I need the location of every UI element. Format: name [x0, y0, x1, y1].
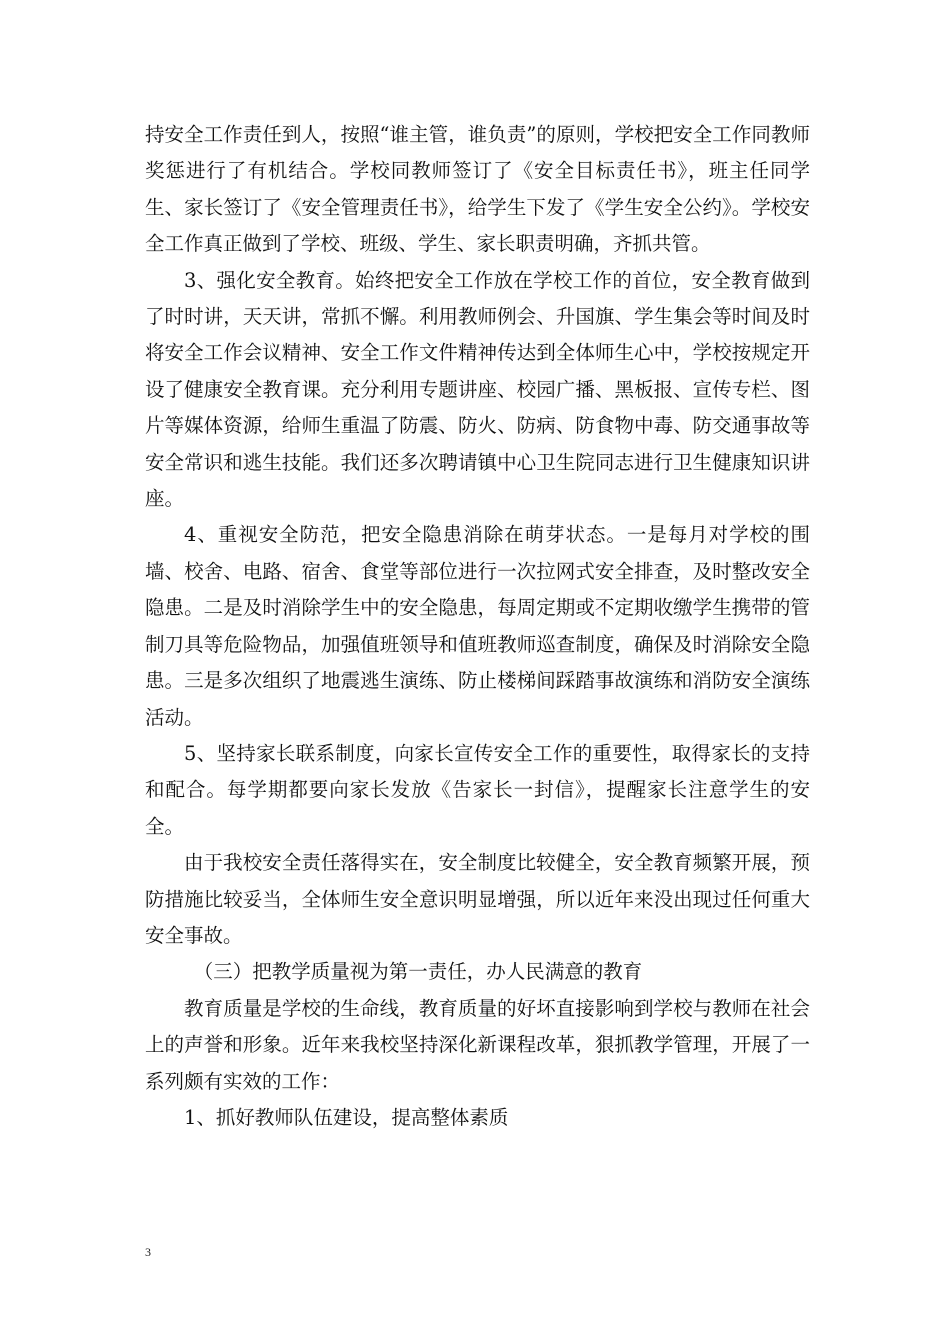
paragraph-safety-summary: 由于我校安全责任落得实在，安全制度比较健全，安全教育频繁开展，预防措施比较妥当，全体师生安全意识明显增强，所以近年来没出现过任何重大安全事故。 — [145, 851, 810, 947]
paragraph-item-3-safety-education: 3、强化安全教育。始终把安全工作放在学校工作的首位，安全教育做到了时时讲，天天讲，常抓不懈。利用教师例会、升国旗、学生集会等时间及时将安全工作会议精神、安全工作文件精神传达到全体师生心中，学校按规定开设了健康安全教育课。充分利用专题讲座、校园广播、黑板报、宣传专栏、图片等媒体资源，给师生重温了防震、防火、防病、防食物中毒、防交通事故等安全常识和逃生技能。我们还多次聘请镇中心卫生院同志进行卫生健康知识讲座。 — [145, 268, 810, 511]
subheading-item-1-teacher-team: 1、抓好教师队伍建设，提高整体素质 — [184, 1105, 509, 1129]
paragraph-responsibility-continuation: 持安全工作责任到人，按照“谁主管，谁负责”的原则，学校把安全工作同教师奖惩进行了有机结合。学校同教师签订了《安全目标责任书》，班主任同学生、家长签订了《安全管理责任书》，给学生下发了《学生安全公约》。学校安全工作真正做到了学校、班级、学生、家长职责明确，齐抓共管。 — [145, 123, 810, 256]
paragraph-item-4-safety-prevention: 4、重视安全防范，把安全隐患消除在萌芽状态。一是每月对学校的围墙、校舍、电路、宿舍、食堂等部位进行一次拉网式安全排查，及时整改安全隐患。二是及时消除学生中的安全隐患，每周定期或不定期收缴学生携带的管制刀具等危险物品，加强值班领导和值班教师巡查制度，确保及时消除安全隐患。三是多次组织了地震逃生演练、防止楼梯间踩踏事故演练和消防安全演练活动。 — [145, 523, 810, 729]
document-body — [145, 117, 810, 1136]
paragraph-item-5-parent-contact: 5、坚持家长联系制度，向家长宣传安全工作的重要性，取得家长的支持和配合。每学期都要向家长发放《告家长一封信》，提醒家长注意学生的安全。 — [145, 741, 810, 838]
paragraph-teaching-quality-intro: 教育质量是学校的生命线，教育质量的好坏直接影响到学校与教师在社会上的声誉和形象。近年来我校坚持深化新课程改革，狠抓教学管理，开展了一系列颇有实效的工作： — [145, 996, 810, 1093]
page-number: 3 — [145, 1245, 151, 1259]
section-heading-teaching-quality: （三）把教学质量视为第一责任，办人民满意的教育 — [193, 960, 643, 984]
